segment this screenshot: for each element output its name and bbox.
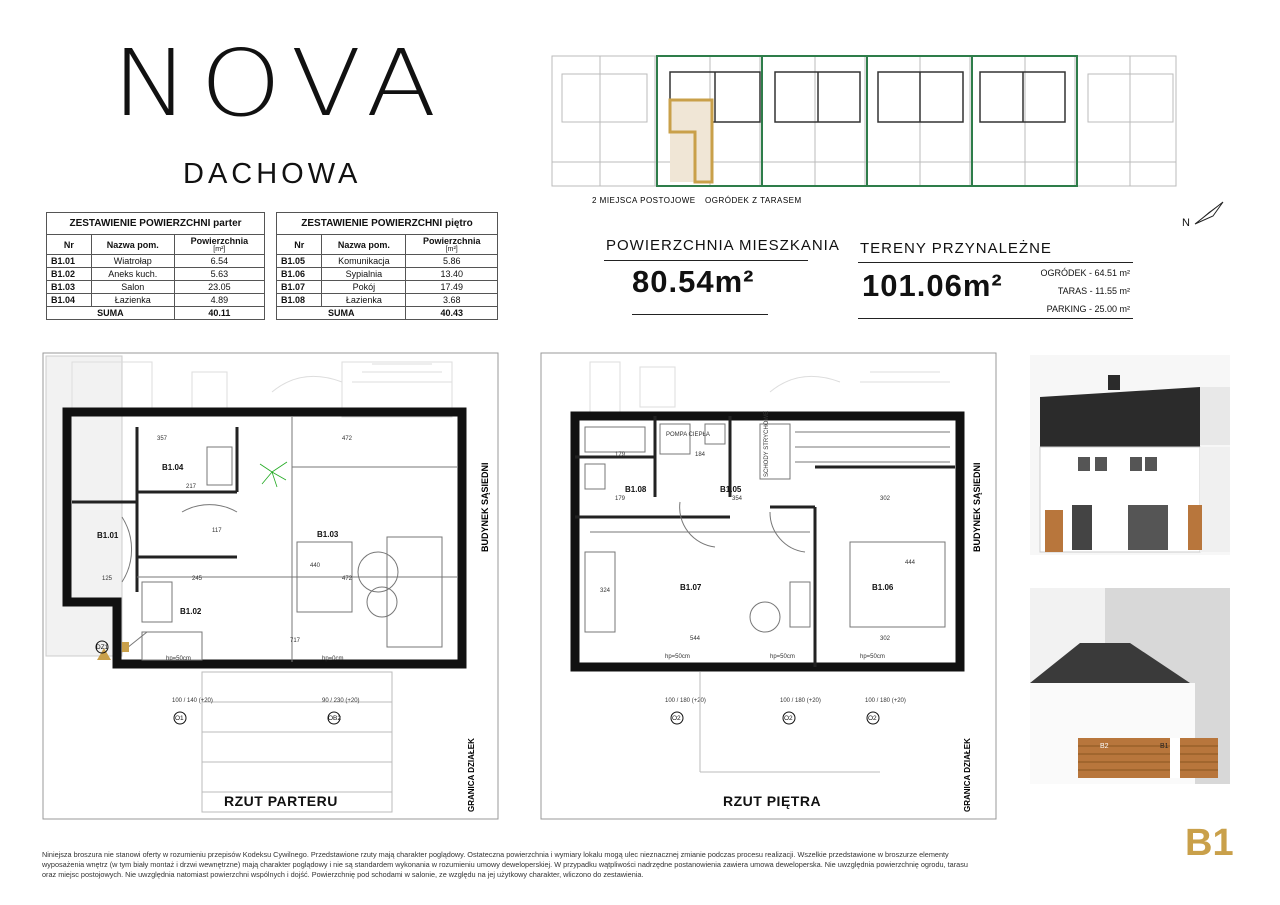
room-b105: B1.05	[720, 485, 742, 494]
svg-text:DZ1: DZ1	[96, 644, 109, 651]
svg-text:90 / 230 (+20): 90 / 230 (+20)	[322, 698, 360, 704]
elevation-rear	[1030, 588, 1230, 784]
svg-text:472: 472	[342, 436, 353, 442]
room-b108: B1.08	[625, 485, 647, 494]
col-name: Nazwa pom.	[91, 235, 174, 255]
svg-text:302: 302	[880, 636, 891, 642]
table-row: B1.02 Aneks kuch. 5.63	[47, 268, 265, 281]
svg-text:117: 117	[212, 528, 222, 534]
col-nr: Nr	[47, 235, 92, 255]
room-b102: B1.02	[180, 607, 202, 616]
svg-text:OB2: OB2	[328, 715, 342, 722]
svg-text:100 / 180 (+20): 100 / 180 (+20)	[780, 698, 821, 704]
border-label: GRANICA DZIAŁEK	[963, 738, 972, 812]
site-plan	[550, 52, 1180, 210]
extra-area-breakdown: OGRÓDEK - 64.51 m² TARAS - 11.55 m² PARKING - 25.00 m²	[1040, 268, 1130, 314]
floor-plan-parter	[42, 352, 502, 822]
table-row: B1.05 Komunikacja 5.86	[277, 255, 498, 268]
plan-title-pietro: RZUT PIĘTRA	[723, 793, 822, 809]
table-row: B1.01 Wiatrołap 6.54	[47, 255, 265, 268]
room-b104: B1.04	[162, 463, 184, 472]
svg-text:O2: O2	[672, 715, 681, 722]
col-nr: Nr	[277, 235, 322, 255]
label-garden: OGRÓDEK Z TARASEM	[705, 196, 802, 205]
brand-subtitle: DACHOWA	[183, 158, 362, 190]
table-row: B1.06 Sypialnia 13.40	[277, 268, 498, 281]
svg-text:hp=50cm: hp=50cm	[665, 654, 690, 660]
svg-text:717: 717	[290, 638, 301, 644]
col-name: Nazwa pom.	[322, 235, 406, 255]
svg-text:hp=50cm: hp=50cm	[770, 654, 795, 660]
side-label: BUDYNEK SĄSIEDNI	[480, 462, 490, 552]
side-label: BUDYNEK SĄSIEDNI	[972, 462, 982, 552]
svg-text:179: 179	[615, 452, 626, 458]
unit-code: B1	[1185, 822, 1234, 864]
svg-text:357: 357	[157, 436, 168, 442]
table-row: B1.07 Pokój 17.49	[277, 281, 498, 294]
svg-text:100 / 180 (+20): 100 / 180 (+20)	[865, 698, 906, 704]
label-parking: 2 MIEJSCA POSTOJOWE	[592, 196, 696, 205]
room-b101: B1.01	[97, 531, 119, 540]
table-title: ZESTAWIENIE POWIERZCHNI piętro	[277, 213, 498, 235]
area-table-pietro	[276, 212, 498, 320]
room-b107: B1.07	[680, 583, 702, 592]
svg-text:444: 444	[905, 560, 916, 566]
svg-text:440: 440	[310, 563, 321, 569]
extra-area-value: 101.06m²	[862, 268, 1003, 303]
svg-text:O2: O2	[784, 715, 793, 722]
table-sum-row: SUMA 40.11	[47, 307, 265, 320]
pump-label: POMPA CIEPŁA	[666, 432, 710, 438]
table-row: B1.04 Łazienka 4.89	[47, 294, 265, 307]
table-title: ZESTAWIENIE POWIERZCHNI parter	[47, 213, 265, 235]
border-label: GRANICA DZIAŁEK	[467, 738, 476, 812]
svg-text:217: 217	[186, 484, 197, 490]
svg-text:hp=0cm: hp=0cm	[322, 656, 344, 662]
svg-text:125: 125	[102, 576, 113, 582]
stairs-label: SCHODY STRYCHOWE	[764, 410, 770, 477]
extra-area-label: TERENY PRZYNALEŻNE	[860, 240, 1052, 257]
table-row: B1.08 Łazienka 3.68	[277, 294, 498, 307]
svg-text:O2: O2	[868, 715, 877, 722]
svg-text:184: 184	[695, 452, 706, 458]
col-area: Powierzchnia [m²]	[174, 235, 264, 255]
svg-text:544: 544	[690, 636, 701, 642]
svg-text:245: 245	[192, 576, 203, 582]
north-label: N	[1182, 217, 1190, 229]
col-area: Powierzchnia [m²]	[406, 235, 498, 255]
room-b106: B1.06	[872, 583, 894, 592]
living-area-value: 80.54m²	[632, 264, 755, 299]
table-row: B1.03 Salon 23.05	[47, 281, 265, 294]
elevation-label-b2: B2	[1100, 743, 1109, 750]
table-sum-row: SUMA 40.43	[277, 307, 498, 320]
svg-text:O1: O1	[175, 715, 184, 722]
plan-title-parter: RZUT PARTERU	[224, 793, 338, 809]
room-b103: B1.03	[317, 530, 339, 539]
svg-text:302: 302	[880, 496, 891, 502]
svg-text:100 / 180 (+20): 100 / 180 (+20)	[665, 698, 706, 704]
north-arrow-icon	[1193, 198, 1227, 226]
floor-plan-pietro	[540, 352, 1000, 822]
brand-logo: NOVA	[112, 30, 448, 137]
svg-text:hp=50cm: hp=50cm	[860, 654, 885, 660]
svg-text:354: 354	[732, 496, 743, 502]
area-table-parter	[46, 212, 265, 320]
svg-text:472: 472	[342, 576, 353, 582]
living-area-label: POWIERZCHNIA MIESZKANIA	[606, 237, 840, 254]
svg-text:hp=50cm: hp=50cm	[166, 656, 191, 662]
svg-text:100 / 140 (+20): 100 / 140 (+20)	[172, 698, 213, 704]
elevation-front	[1030, 355, 1230, 555]
svg-text:179: 179	[615, 496, 626, 502]
elevation-label-b1: B1	[1160, 743, 1169, 750]
disclaimer: Niniejsza broszura nie stanowi oferty w rozumieniu przepisów Kodeksu Cywilnego. Przedstawione rzuty mają charakter poglądowy. Ostateczna powierzchnia i wymiary lokalu mogą ulec nieznacznej zmianie podczas procesu realizacji. Wszelkie przedstawione w broszurze elementy wyposażenia wnętrz (w tym biały montaż i drzwi wewnętrzne) mają charakter poglądowy i nie są standardem wykonania w rozumieniu umowy deweloperskiej. W przypadku wątpliwości nadrzędne postanowienia zawiera umowa deweloperska. Nie uwzględnia powierzchnię ogrodu, tarasu oraz miejsc postojowych. Nie uwzględnia natomiast powierzchni wspólnych i dojść. Powierzchnię pod schodami w salonie, ze względu na jej użytkowy charakter, wliczono do zestawienia.	[42, 850, 968, 879]
svg-text:324: 324	[600, 588, 611, 594]
